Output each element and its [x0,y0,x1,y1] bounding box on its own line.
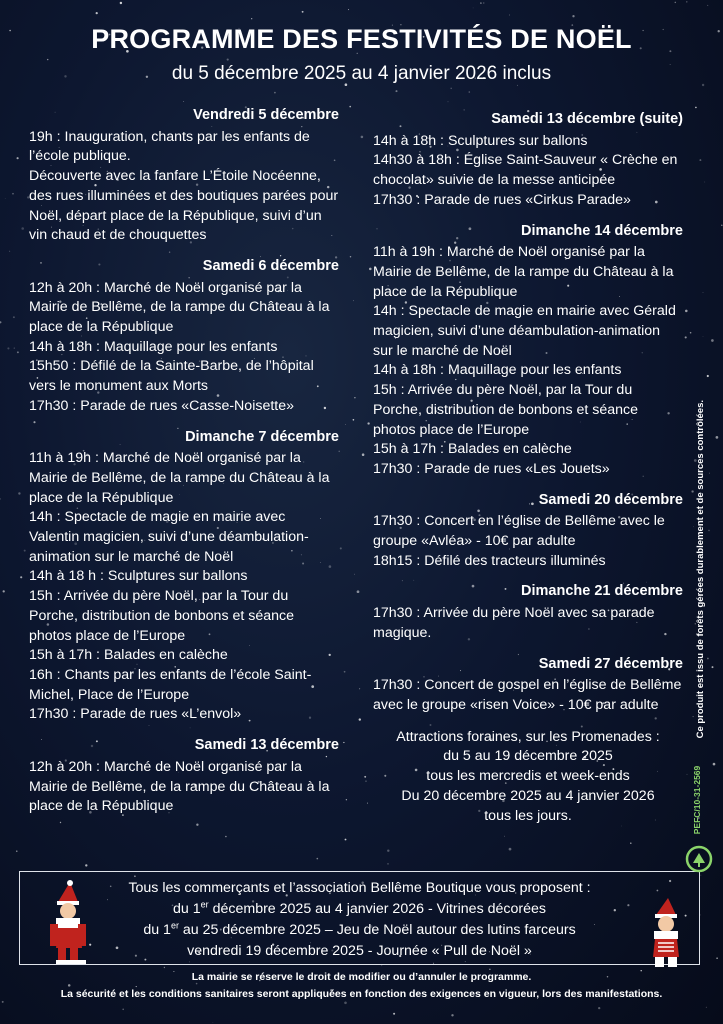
footer-note-2: La sécurité et les conditions sanitaires seront appliquées en fonction des exigences en vigueur, lors des manifestations. [60,988,663,1000]
day-section [29,736,339,817]
day-section [373,110,683,211]
event-line: 14h : Spectacle de magie en mairie avec Gérald magicien, suivi d’une déambulation-animation sur le marché de Noël [373,303,676,359]
elf-left-icon [44,880,96,968]
day-heading: Vendredi 5 décembre [193,107,339,123]
elf-right-icon [646,897,686,971]
event-line: 14h30 à 18h : Église Saint-Sauveur « Crèche en chocolat» suivie de la messe anticipée [373,152,678,189]
event-line: 12h à 20h : Marché de Noël organisé par la Mairie de Bellême, de la rampe du Château à la place de la République [29,758,330,815]
day-section [373,582,683,643]
left-column [29,106,339,828]
day-section [373,655,683,716]
event-line: 14h à 18h : Sculptures sur ballons [373,132,588,149]
event-line: 14h à 18 h : Sculptures sur ballons [29,568,248,585]
event-line: 15h50 : Défilé de la Sainte-Barbe, de l’hôpital vers le monument aux Morts [29,358,314,395]
event-line: 17h30 : Parade de rues «Les Jouets» [373,460,610,477]
event-line: 17h30 : Concert de gospel en l’église de Bellême avec le groupe «risen Voice» - 10€ par adulte [373,677,682,713]
box-line: du 1er au 25 décembre 2025 – Jeu de Noël autour des lutins farceurs [143,920,576,938]
day-heading: Dimanche 21 décembre [521,583,683,600]
shops-info-box [19,871,700,965]
day-heading: Samedi 6 décembre [202,257,339,274]
box-intro: Tous les commerçants et l’association Bellême Boutique vous proposent : [128,880,591,896]
day-heading: Dimanche 7 décembre [185,428,339,445]
attractions-line: Attractions foraines, sur les Promenades : [396,728,660,745]
box-line: du 1er décembre 2025 au 4 janvier 2026 - Vitrines décorées [173,899,546,917]
page-title: PROGRAMME DES FESTIVITÉS DE NOËL [91,24,632,54]
event-line: 17h30 : Parade de rues «Cirkus Parade» [373,191,631,208]
event-line: 11h à 19h : Marché de Noël organisé par la Mairie de Bellême, de la rampe du Château à la place de la République [373,244,674,300]
day-heading: Samedi 27 décembre [538,655,683,672]
attractions-line: Du 20 décembre 2025 au 4 janvier 2026 [401,787,655,804]
footer-note-1: La mairie se réserve le droit de modifier ou d’annuler le programme. [191,971,532,983]
event-line: 11h à 19h : Marché de Noël organisé par la Mairie de Bellême, de la rampe du Château à la place de la République [29,450,330,506]
day-section [29,257,339,417]
day-section [29,106,339,246]
day-section [373,491,683,572]
day-heading: Samedi 20 décembre [538,491,683,508]
event-line: 17h30 : Concert en l’église de Bellême avec le groupe «Avléa» - 10€ par adulte [373,513,665,550]
pefc-logo-icon [685,845,713,873]
day-section [29,428,339,726]
event-line: 15h à 17h : Balades en calèche [373,441,572,458]
event-line: 15h : Arrivée du père Noël, par la Tour du Porche, distribution de bonbons et séance photos place de l’Europe [29,588,295,644]
right-column [373,110,683,826]
day-section [373,222,683,480]
forest-certification-text: Ce produit est issu de forêts gérées durablement et de sources contrôlées. [695,400,706,739]
event-line: 17h30 : Parade de rues «L’envol» [29,706,242,723]
event-line: 15h à 17h : Balades en calèche [29,647,228,664]
attractions-block [373,728,683,827]
event-line: 17h30 : Parade de rues «Casse-Noisette» [29,397,294,414]
event-line: 15h : Arrivée du père Noël, par la Tour du Porche, distribution de bonbons et séance photos place de l’Europe [373,382,639,438]
event-line: 17h30 : Arrivée du père Noël avec sa parade magique. [373,605,655,641]
attractions-line: du 5 au 19 décembre 2025 [443,748,613,765]
page-subtitle: du 5 décembre 2025 au 4 janvier 2026 inclus [171,63,552,84]
event-line: 14h à 18h : Maquillage pour les enfants [373,362,622,379]
day-heading: Dimanche 14 décembre [521,222,683,239]
attractions-line: tous les mercredis et week-ends [426,768,630,785]
event-line: 14h à 18h : Maquillage pour les enfants [29,338,278,355]
day-heading: Samedi 13 décembre [194,737,339,754]
attractions-line: tous les jours. [484,807,572,824]
event-line: 14h : Spectacle de magie en mairie avec Valentin magicien, suivi d’une déambulation-animation sur le marché de Noël [29,509,309,565]
day-heading: Samedi 13 décembre (suite) [491,111,683,127]
box-line: vendredi 19 décembre 2025 - Journée « Pull de Noël » [187,943,532,959]
event-line: 16h : Chants par les enfants de l’école Saint-Michel, Place de l’Europe [29,666,312,703]
event-line: 18h15 : Défilé des tracteurs illuminés [373,552,606,569]
event-line: 19h : Inauguration, chants par les enfants de l’école publique. [29,128,310,165]
event-line: Découverte avec la fanfare L’Étoile Nocéenne, des rues illuminées et des boutiques parées pour Noël, départ place de la République, suivi d’un vin chaud et de chouquettes [29,168,339,244]
pefc-code: PEFC/10-31-2569 [692,765,702,835]
event-line: 12h à 20h : Marché de Noël organisé par la Mairie de Bellême, de la rampe du Château à la place de la République [29,279,330,336]
